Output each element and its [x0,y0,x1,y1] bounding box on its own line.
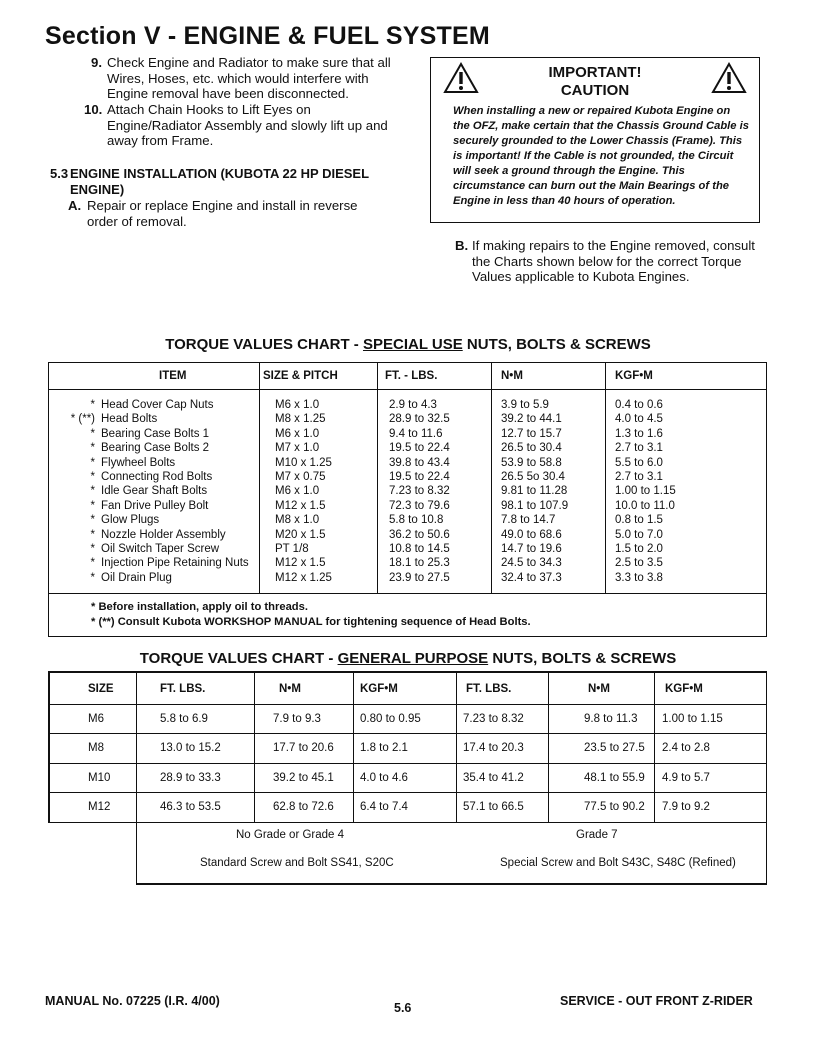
grade-right: Grade 7 [576,829,618,841]
nm-cell: 12.7 to 15.7 [501,427,562,440]
ft-lbs-cell: 5.8 to 6.9 [160,713,208,725]
section-title: Section V - ENGINE & FUEL SYSTEM [45,22,490,50]
table-rule [654,671,655,822]
nm-cell: 24.5 to 34.3 [501,557,562,570]
nm-cell: 53.9 to 58.8 [501,456,562,469]
size-pitch-cell: M12 x 1.25 [275,571,332,584]
table-rule [136,883,767,885]
table-rule [548,671,549,822]
ft-lbs-cell: 46.3 to 53.5 [160,801,221,813]
nm-cell: 23.5 to 27.5 [584,742,645,754]
table-header [49,363,766,390]
item-cell: Flywheel Bolts [101,456,176,469]
caution-box [430,57,760,223]
table-rule [136,671,137,822]
kgfm-cell: 2.4 to 2.8 [662,742,710,754]
table-notes [49,593,766,639]
title-underlined: SPECIAL USE [362,336,463,353]
manual-number: MANUAL No. 07225 (I.R. 4/00) [45,994,220,1008]
kgfm-cell: 2.7 to 3.1 [615,442,663,455]
table-rule [766,671,768,883]
size-pitch-cell: M7 x 0.75 [275,471,326,483]
table-row [49,514,766,528]
table-row [49,442,766,456]
nm-cell: 48.1 to 55.9 [584,772,645,784]
nm-cell: 32.4 to 37.3 [501,571,562,584]
step-b-label: B. [455,238,469,253]
step-10-number: 10. [84,102,103,117]
table-rule [48,671,50,822]
ft-lbs-cell: 36.2 to 50.6 [389,528,450,541]
title-prefix: TORQUE VALUES CHART - [165,336,363,353]
general-purpose-torque-table [48,671,767,883]
standard-right: Special Screw and Bolt S43C, S48C (Refined) [500,857,736,869]
kgfm-cell: 5.5 to 6.0 [615,456,663,469]
item-cell: Oil Drain Plug [101,571,172,584]
row-marker: * [90,557,95,570]
page-number: 5.6 [394,1001,412,1015]
kgfm-cell: 2.5 to 3.5 [615,557,663,570]
row-marker: * [90,514,95,527]
kgfm-cell: 2.7 to 3.1 [615,471,663,483]
item-cell: Nozzle Holder Assembly [101,528,226,541]
table-rule [136,822,137,883]
step-b-text: If making repairs to the Engine removed, consult the Charts shown below for the correct Torque Values applicable to Kubota Engines. [472,238,755,284]
nm-cell: 7.9 to 9.3 [273,713,321,725]
size-pitch-cell: M12 x 1.5 [275,499,326,512]
header-cell: ITEM [159,370,187,382]
item-cell: Bearing Case Bolts 1 [101,427,210,440]
table-rule [48,671,767,673]
table-row [49,399,766,413]
ft-lbs-cell: 7.23 to 8.32 [463,713,524,725]
header-cell: FT. - LBS. [385,370,438,382]
size-pitch-cell: M7 x 1.0 [275,442,320,455]
item-cell: Idle Gear Shaft Bolts [101,485,208,498]
special-use-torque-table [48,362,767,637]
item-cell: Bearing Case Bolts 2 [101,442,210,455]
size-pitch-cell: M10 x 1.25 [275,456,332,469]
kgfm-cell: 6.4 to 7.4 [360,801,408,813]
item-cell: Injection Pipe Retaining Nuts [101,557,249,570]
ft-lbs-cell: 2.9 to 4.3 [389,399,437,411]
nm-cell: 39.2 to 45.1 [273,772,334,784]
size-pitch-cell: M20 x 1.5 [275,528,326,541]
kgfm-cell: 10.0 to 11.0 [615,499,675,512]
ft-lbs-cell: 19.5 to 22.4 [389,442,450,455]
header-cell: KGF•M [665,683,703,695]
item-cell: Fan Drive Pulley Bolt [101,499,209,512]
table-row [49,500,766,514]
header-cell: N•M [588,683,610,695]
grade-left: No Grade or Grade 4 [236,829,345,841]
nm-cell: 26.5 to 30.4 [501,442,562,455]
standard-left: Standard Screw and Bolt SS41, S20C [200,857,394,869]
step-a-label: A. [68,198,82,213]
row-marker: * [90,571,95,584]
ft-lbs-cell: 28.9 to 33.3 [160,772,221,784]
title-prefix: TORQUE VALUES CHART - [139,650,338,667]
ft-lbs-cell: 7.23 to 8.32 [389,485,450,498]
subsection-heading: ENGINE INSTALLATION (KUBOTA 22 HP DIESEL ENGINE) [70,166,369,197]
table-rule [48,704,767,705]
kgfm-cell: 4.9 to 5.7 [662,772,710,784]
nm-cell: 98.1 to 107.9 [501,499,569,512]
kgfm-cell: 5.0 to 7.0 [615,528,663,541]
header-cell: FT. LBS. [160,683,206,695]
caution-title [431,64,759,100]
table-row [49,557,766,571]
row-marker: * [90,485,95,498]
table-row [49,543,766,557]
ft-lbs-cell: 9.4 to 11.6 [389,427,443,440]
step-9-text: Check Engine and Radiator to make sure that all Wires, Hoses, etc. which would interfere with Engine removal have been disconnected. [107,55,391,101]
title-underlined: GENERAL PURPOSE [337,650,489,667]
ft-lbs-cell: 5.8 to 10.8 [389,514,444,527]
kgfm-cell: 1.8 to 2.1 [360,742,408,754]
kgfm-cell: 4.0 to 4.5 [615,413,663,426]
kgfm-cell: 3.3 to 3.8 [615,571,663,584]
table-row [49,529,766,543]
nm-cell: 49.0 to 68.6 [501,528,562,541]
row-marker: * [90,499,95,512]
table-rule [353,671,354,822]
table-rule [48,763,767,764]
ft-lbs-cell: 23.9 to 27.5 [389,571,450,584]
nm-cell: 26.5 5o 30.4 [501,471,565,483]
special-use-chart-title [0,336,816,353]
table-row [49,428,766,442]
ft-lbs-cell: 18.1 to 25.3 [389,557,450,570]
header-cell: SIZE & PITCH [263,370,338,382]
ft-lbs-cell: 19.5 to 22.4 [389,471,450,483]
step-9-number: 9. [91,55,102,70]
size-cell: M6 [88,713,104,725]
table-rule [48,733,767,734]
header-cell: N•M [279,683,301,695]
table-row [49,413,766,427]
ft-lbs-cell: 28.9 to 32.5 [389,413,450,426]
row-marker: * [90,471,95,483]
item-cell: Connecting Rod Bolts [101,471,213,483]
table-rule [456,671,457,822]
ft-lbs-cell: 13.0 to 15.2 [160,742,221,754]
size-pitch-cell: M6 x 1.0 [275,399,320,411]
header-cell: KGF•M [615,370,653,382]
caution-title-line1: IMPORTANT! [548,64,642,81]
kgfm-cell: 0.8 to 1.5 [615,514,663,527]
table-row [49,471,766,485]
step-10-text: Attach Chain Hooks to Lift Eyes on Engine/Radiator Assembly and slowly lift up and away from Frame. [107,102,388,148]
kgfm-cell: 1.5 to 2.0 [615,543,663,555]
header-cell: KGF•M [360,683,398,695]
step-a-text: Repair or replace Engine and install in reverse order of removal. [87,198,358,229]
kgfm-cell: 1.00 to 1.15 [615,485,676,498]
kgfm-cell: 0.4 to 0.6 [615,399,663,411]
nm-cell: 39.2 to 44.1 [501,413,562,426]
table-row [49,572,766,586]
row-marker: * [90,442,95,455]
warning-triangle-icon [711,62,747,94]
kgfm-cell: 1.3 to 1.6 [615,427,663,440]
size-pitch-cell: M12 x 1.5 [275,557,326,570]
item-cell: Head Cover Cap Nuts [101,399,214,411]
ft-lbs-cell: 35.4 to 41.2 [463,772,524,784]
title-suffix: NUTS, BOLTS & SCREWS [462,336,651,353]
table-row [49,485,766,499]
nm-cell: 77.5 to 90.2 [584,801,645,813]
table-row [49,457,766,471]
size-pitch-cell: M8 x 1.0 [275,514,320,527]
item-cell: Glow Plugs [101,514,160,527]
subsection-number: 5.3 [50,166,69,181]
nm-cell: 14.7 to 19.6 [501,543,562,555]
ft-lbs-cell: 17.4 to 20.3 [463,742,524,754]
ft-lbs-cell: 72.3 to 79.6 [389,499,450,512]
kgfm-cell: 4.0 to 4.6 [360,772,408,784]
row-marker: * [90,543,95,555]
caution-title-line2: CAUTION [560,82,630,99]
row-marker: * [90,456,95,469]
item-cell: Oil Switch Taper Screw [101,543,220,555]
row-marker: * [90,427,95,440]
ft-lbs-cell: 10.8 to 14.5 [389,543,450,555]
header-cell: N•M [501,370,523,382]
kgfm-cell: 7.9 to 9.2 [662,801,710,813]
size-pitch-cell: M6 x 1.0 [275,427,320,440]
note-workshop-manual: * (**) Consult Kubota WORKSHOP MANUAL for tightening sequence of Head Bolts. [91,616,531,628]
row-marker: * (**) [70,413,95,426]
nm-cell: 62.8 to 72.6 [273,801,334,813]
title-suffix: NUTS, BOLTS & SCREWS [488,650,677,667]
size-cell: M8 [88,742,104,754]
general-purpose-chart-title [0,650,816,667]
nm-cell: 9.8 to 11.3 [584,713,638,725]
note-oil-threads: * Before installation, apply oil to threads. [91,601,308,613]
caution-body: When installing a new or repaired Kubota Engine on the OFZ, make certain that the Chassis Ground Cable is securely grounded to the Lower Chassis (Frame). This is important! If the Cable is not grounded, the Circuit will seek a ground through the Engine. This circumstance can burn out the Main Bearings of the Engine in less than 40 hours of operation. [453,105,749,207]
table-rule [48,822,767,823]
row-marker: * [90,528,95,541]
ft-lbs-cell: 57.1 to 66.5 [463,801,524,813]
manual-title: SERVICE - OUT FRONT Z-RIDER [560,994,753,1008]
nm-cell: 7.8 to 14.7 [501,514,556,527]
header-cell: FT. LBS. [466,683,512,695]
nm-cell: 17.7 to 20.6 [273,742,334,754]
size-pitch-cell: PT 1/8 [275,543,309,555]
table-rule [254,671,255,822]
table-rule [48,792,767,793]
size-pitch-cell: M8 x 1.25 [275,413,326,426]
nm-cell: 9.81 to 11.28 [501,485,568,498]
size-cell: M12 [88,801,111,813]
kgfm-cell: 0.80 to 0.95 [360,713,421,725]
nm-cell: 3.9 to 5.9 [501,399,549,411]
item-cell: Head Bolts [101,413,158,426]
size-cell: M10 [88,772,111,784]
row-marker: * [90,399,95,411]
kgfm-cell: 1.00 to 1.15 [662,713,723,725]
size-pitch-cell: M6 x 1.0 [275,485,320,498]
header-cell: SIZE [88,683,114,695]
ft-lbs-cell: 39.8 to 43.4 [389,456,450,469]
